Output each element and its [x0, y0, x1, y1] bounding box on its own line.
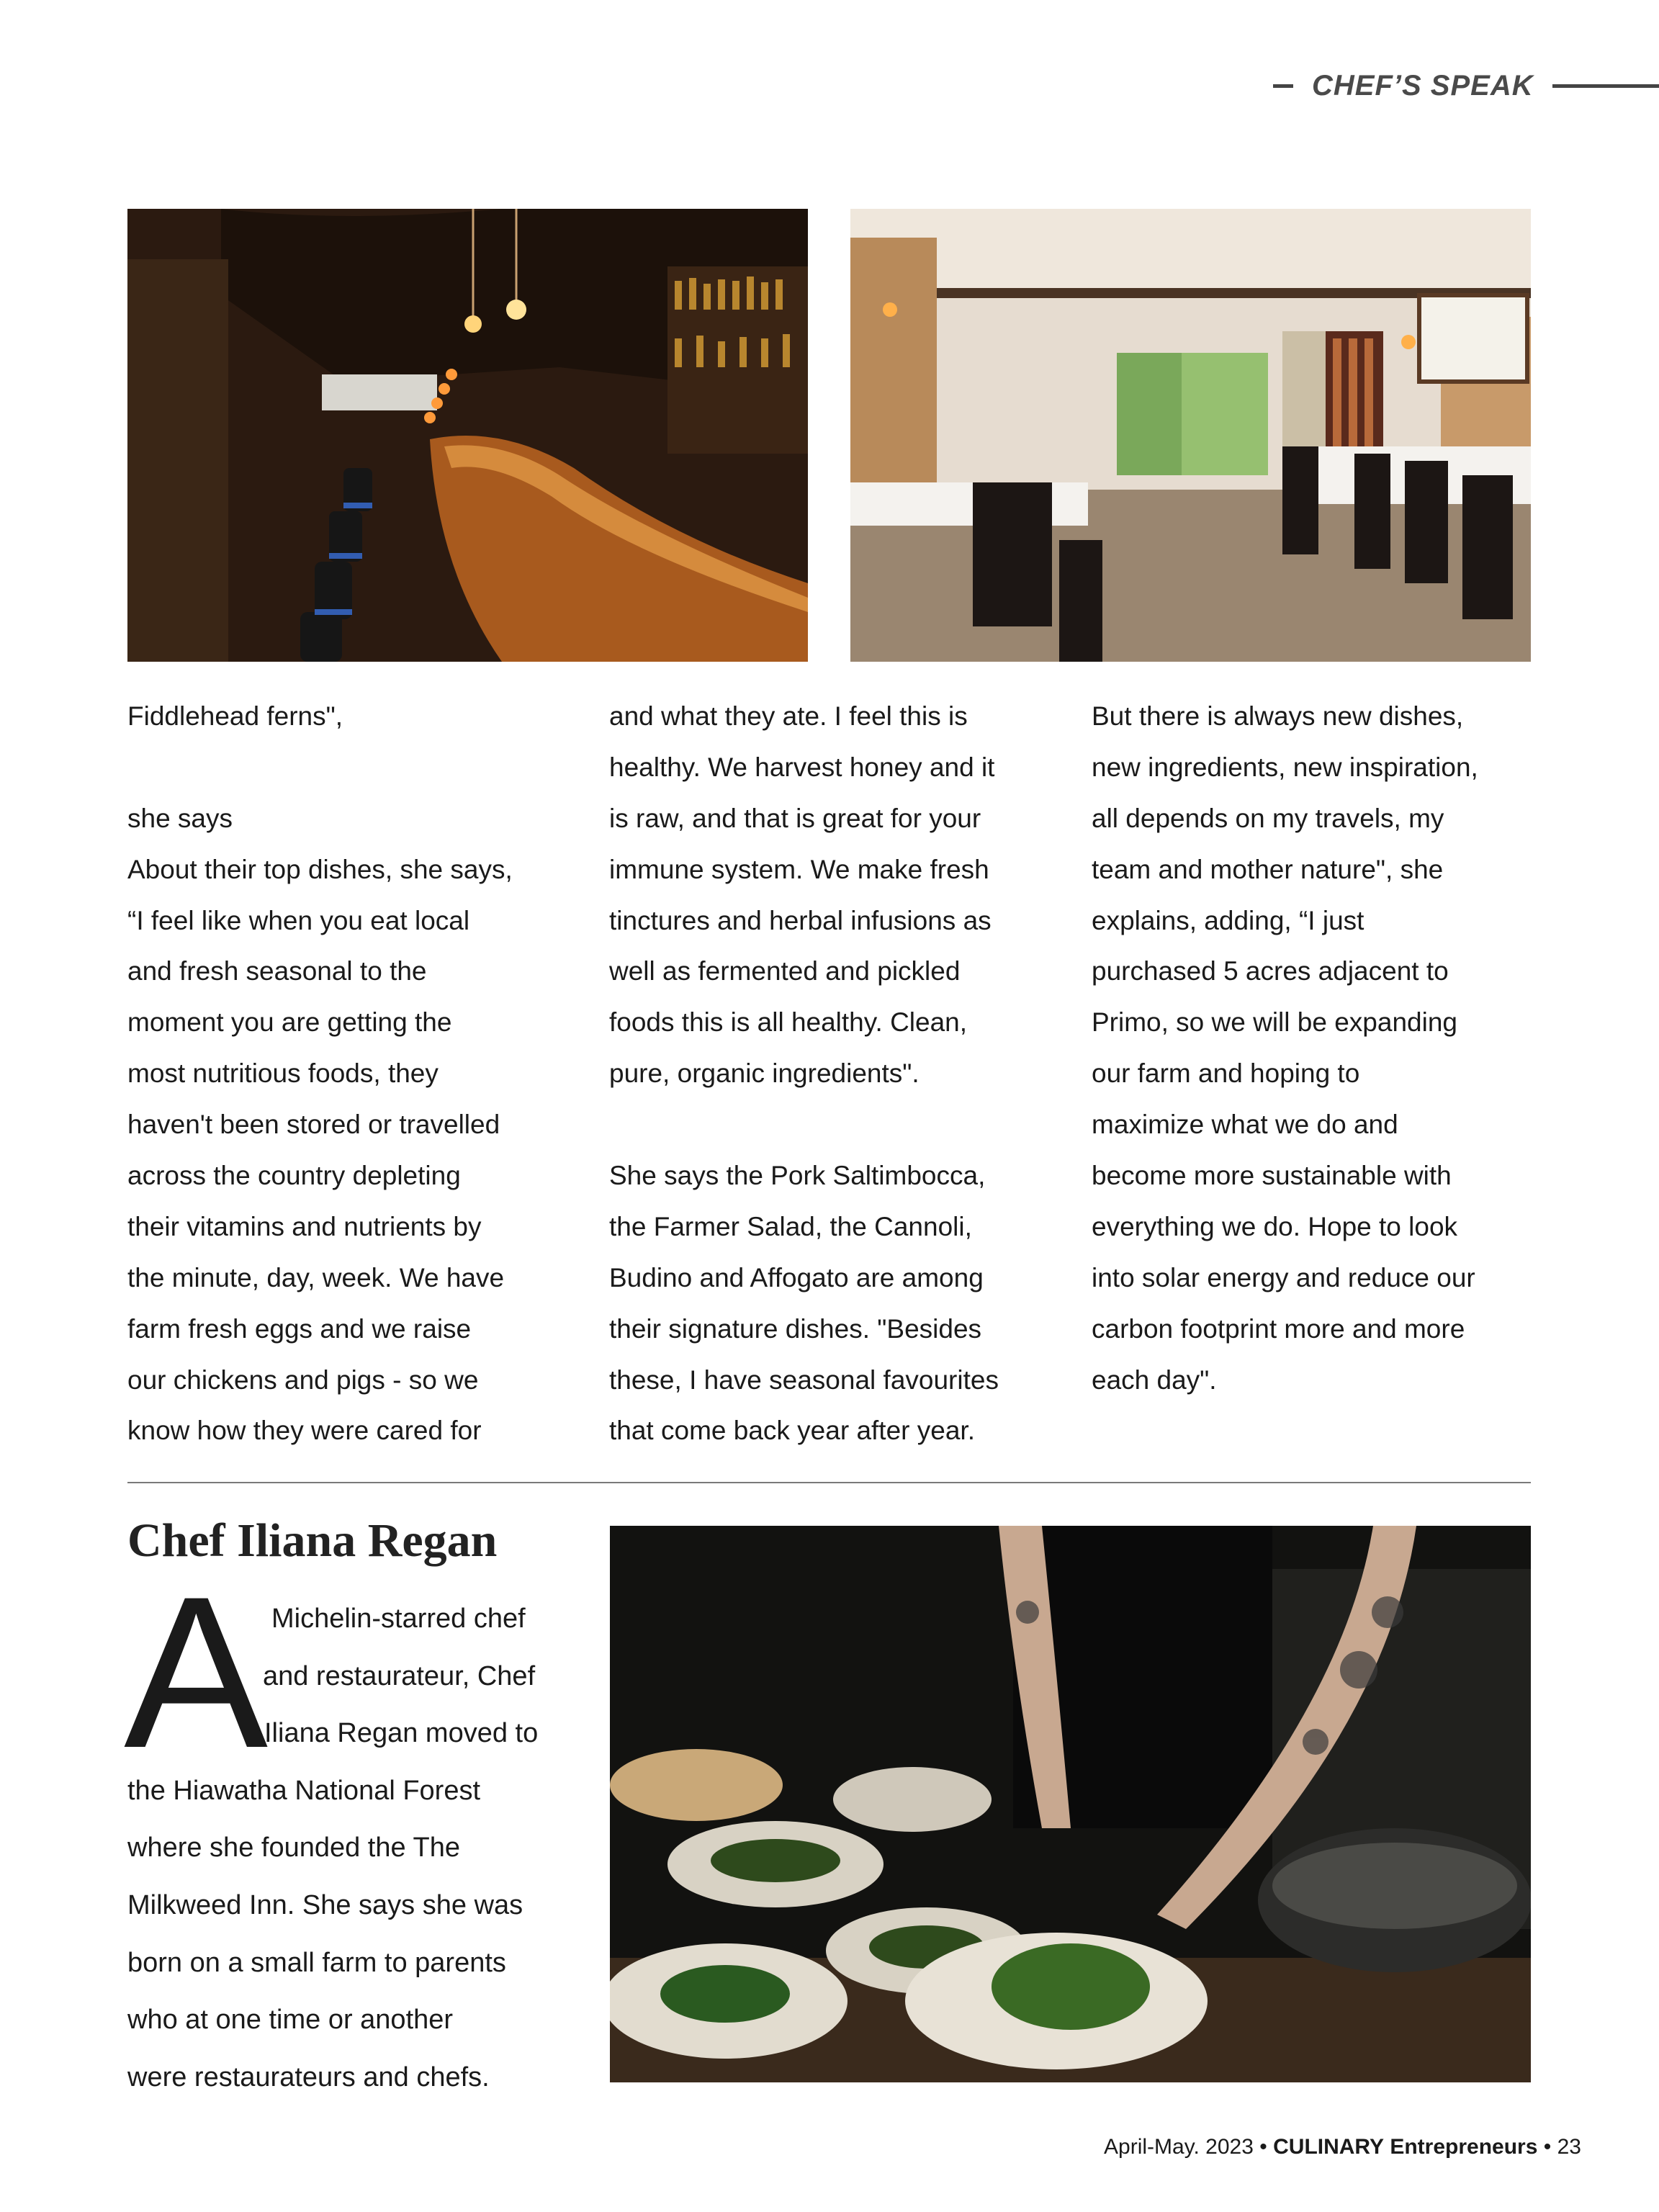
column-line: everything we do. Hope to look — [1092, 1211, 1458, 1241]
magazine-brand-bold: CULINARY — [1273, 2135, 1384, 2159]
column-line — [127, 742, 588, 793]
column-line: most nutritious foods, they — [127, 1058, 439, 1089]
column-line: maximize what we do and — [1092, 1110, 1398, 1140]
column-line: explains, adding, “I just — [1092, 905, 1364, 935]
column-line: purchased 5 acres adjacent to — [1092, 956, 1449, 986]
issue-date: April-May. 2023 — [1104, 2135, 1254, 2159]
intro-line: were restaurateurs and chefs. — [127, 2062, 490, 2092]
footer-bullet: • — [1259, 2135, 1267, 2159]
section-header — [1267, 65, 1659, 108]
column-line: new ingredients, new inspiration, — [1092, 752, 1478, 782]
dining-room-photo — [850, 209, 1531, 662]
column-line: Primo, so we will be expanding — [1092, 1007, 1457, 1038]
profile-title: Chef Iliana Regan — [127, 1514, 498, 1567]
intro-line: the Hiawatha National Forest — [127, 1775, 481, 1806]
column-line: carbon footprint more and more — [1092, 1313, 1465, 1344]
dining-room-illustration — [850, 209, 1531, 662]
column-line: About their top dishes, she says, — [127, 854, 513, 884]
column-line: our farm and hoping to — [1092, 1058, 1360, 1089]
drop-cap: A — [124, 1551, 269, 1793]
column-line: healthy. We harvest honey and it — [609, 752, 995, 782]
bar-interior-photo — [127, 209, 808, 662]
column-line: is raw, and that is great for your — [609, 803, 981, 833]
article-column-3 — [1092, 691, 1552, 1406]
column-line: pure, organic ingredients". — [609, 1058, 920, 1089]
column-line: and fresh seasonal to the — [127, 956, 427, 986]
column-line: She says the Pork Saltimbocca, — [609, 1161, 986, 1191]
column-line: foods this is all healthy. Clean, — [609, 1007, 968, 1038]
column-line: moment you are getting the — [127, 1007, 452, 1038]
bar-interior-illustration — [127, 209, 808, 662]
column-line: Fiddlehead ferns", — [127, 701, 343, 731]
column-line: our chickens and pigs - so we — [127, 1364, 479, 1395]
column-line: become more sustainable with — [1092, 1161, 1452, 1191]
column-line — [609, 1100, 1070, 1151]
column-line: she says — [127, 803, 233, 833]
chef-plating-photo — [610, 1526, 1531, 2082]
intro-line: Iliana Regan moved to — [264, 1718, 539, 1749]
column-line: Budino and Affogato are among — [609, 1262, 984, 1292]
column-line: their vitamins and nutrients by — [127, 1211, 482, 1241]
column-line: that come back year after year. — [609, 1416, 975, 1446]
column-line: well as fermented and pickled — [609, 956, 961, 986]
column-line: team and mother nature", she — [1092, 854, 1444, 884]
column-line: across the country depleting — [127, 1161, 461, 1191]
header-dash-left — [1273, 84, 1293, 88]
column-line: haven't been stored or travelled — [127, 1110, 500, 1140]
column-line: all depends on my travels, my — [1092, 803, 1444, 833]
column-line: tinctures and herbal infusions as — [609, 905, 992, 935]
header-dash-right — [1552, 84, 1659, 88]
column-line: and what they ate. I feel this is — [609, 701, 968, 731]
intro-line: who at one time or another — [127, 2005, 454, 2036]
page-footer — [1104, 2133, 1581, 2162]
column-line: into solar energy and reduce our — [1092, 1262, 1475, 1292]
column-line: But there is always new dishes, — [1092, 701, 1464, 731]
column-line: know how they were cared for — [127, 1416, 482, 1446]
column-line: farm fresh eggs and we raise — [127, 1313, 472, 1344]
column-line: the minute, day, week. We have — [127, 1262, 505, 1292]
magazine-brand-rest: Entrepreneurs — [1390, 2135, 1538, 2159]
intro-line: and restaurateur, Chef — [263, 1660, 536, 1691]
article-column-2 — [609, 691, 1070, 1457]
intro-line: Michelin-starred chef — [271, 1604, 526, 1634]
column-line: each day". — [1092, 1364, 1217, 1395]
page-number: 23 — [1557, 2135, 1581, 2159]
profile-intro — [127, 1591, 588, 2106]
column-line: “I feel like when you eat local — [127, 905, 470, 935]
column-line: these, I have seasonal favourites — [609, 1364, 999, 1395]
chef-plating-illustration — [610, 1526, 1531, 2082]
section-label: CHEF’S SPEAK — [1312, 70, 1534, 102]
column-line: the Farmer Salad, the Cannoli, — [609, 1211, 972, 1241]
column-line: immune system. We make fresh — [609, 854, 989, 884]
footer-bullet: • — [1543, 2135, 1552, 2159]
article-column-1 — [127, 691, 588, 1457]
intro-line: where she founded the The — [127, 1833, 460, 1863]
column-line: their signature dishes. "Besides — [609, 1313, 982, 1344]
section-divider — [127, 1482, 1531, 1483]
intro-line: Milkweed Inn. She says she was — [127, 1889, 523, 1920]
intro-line: born on a small farm to parents — [127, 1947, 506, 1978]
